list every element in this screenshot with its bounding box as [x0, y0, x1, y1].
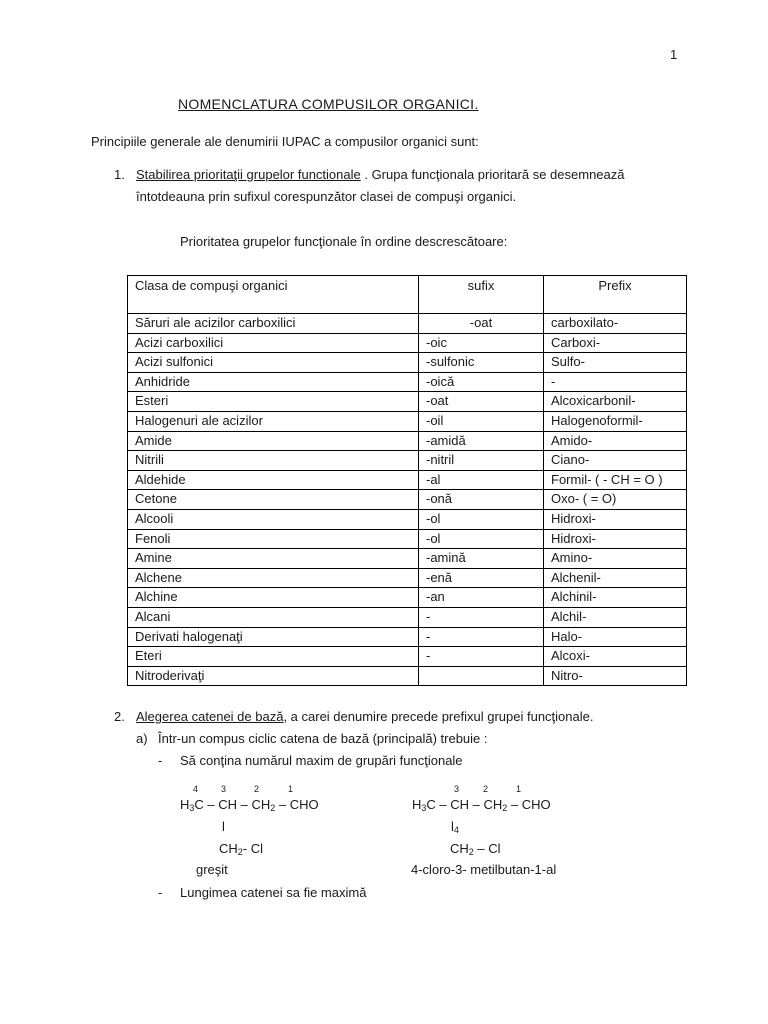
right-formula-branch: $CH_2$ – Cl	[450, 841, 501, 857]
priority-table	[127, 275, 687, 686]
cell-prefix: Nitro-	[544, 666, 687, 686]
cell-prefix: Alcoxi-	[544, 647, 687, 667]
left-formula-branch: $CH_2-$ Cl	[219, 841, 264, 857]
table-row	[128, 333, 687, 353]
cell-prefix: Oxo- ( = O)	[544, 490, 687, 510]
header-class: Clasa de compuşi organici	[128, 276, 419, 314]
cell-class: Eteri	[128, 647, 419, 667]
cell-prefix: Alchenil-	[544, 568, 687, 588]
cell-prefix: Hidroxi-	[544, 509, 687, 529]
table-row	[128, 431, 687, 451]
left-locant-1: 1	[288, 784, 294, 794]
cell-suffix: -amină	[419, 549, 544, 569]
page-number: 1	[670, 47, 678, 62]
cell-suffix: -ol	[419, 529, 544, 549]
item-1-heading: Stabilirea prioritaţii grupelor functionale	[136, 167, 361, 182]
cell-prefix: Hidroxi-	[544, 529, 687, 549]
cell-suffix: -	[419, 647, 544, 667]
cell-class: Amide	[128, 431, 419, 451]
cell-class: Anhidride	[128, 372, 419, 392]
cell-suffix: -enă	[419, 568, 544, 588]
bullet-2-text: Lungimea catenei sa fie maximă	[180, 885, 367, 900]
table-row	[128, 607, 687, 627]
cell-class: Nitrili	[128, 451, 419, 471]
cell-suffix: -	[419, 607, 544, 627]
left-locant-4: 4	[193, 784, 199, 794]
bullet-mark-1: -	[158, 753, 163, 768]
cell-class: Nitroderivaţi	[128, 666, 419, 686]
table-row	[128, 588, 687, 608]
cell-suffix: -sulfonic	[419, 353, 544, 373]
cell-class: Aldehide	[128, 470, 419, 490]
cell-prefix: -	[544, 372, 687, 392]
item-2-rest: , a carei denumire precede prefixul grupei funcţionale.	[283, 709, 594, 724]
cell-suffix: -oic	[419, 333, 544, 353]
cell-class: Săruri ale acizilor carboxilici	[128, 314, 419, 334]
table-row	[128, 529, 687, 549]
cell-prefix: Amido-	[544, 431, 687, 451]
cell-prefix: Amino-	[544, 549, 687, 569]
bullet-mark-2: -	[158, 885, 163, 900]
cell-prefix: Ciano-	[544, 451, 687, 471]
table-row	[128, 411, 687, 431]
cell-suffix: -oat	[419, 392, 544, 412]
cell-prefix: carboxilato-	[544, 314, 687, 334]
cell-class: Amine	[128, 549, 419, 569]
table-row	[128, 568, 687, 588]
table-caption: Prioritatea grupelor funcţionale în ordine descrescătoare:	[180, 234, 508, 249]
table-row	[128, 509, 687, 529]
cell-suffix: -oat	[419, 314, 544, 334]
left-formula-caption: greşit	[196, 862, 228, 877]
cell-class: Acizi sulfonici	[128, 353, 419, 373]
cell-suffix: -	[419, 627, 544, 647]
item-2a-label: a)	[136, 731, 148, 746]
table-row	[128, 666, 687, 686]
table-row	[128, 353, 687, 373]
cell-suffix: -nitril	[419, 451, 544, 471]
right-formula-bond: $l_4$	[451, 819, 459, 835]
item-2-line	[136, 709, 593, 725]
cell-prefix: Formil- ( - CH = O )	[544, 470, 687, 490]
table-row	[128, 647, 687, 667]
item-1-rest: . Grupa funcţionala prioritară se desemnează	[360, 167, 625, 182]
right-locant-2: 2	[483, 784, 489, 794]
item-1-line1	[136, 167, 625, 183]
right-formula-main: $H_3C$ – CH – $CH_2$ – CHO	[412, 797, 551, 813]
table-header-row	[128, 276, 687, 314]
table-row	[128, 490, 687, 510]
header-prefix: Prefix	[544, 276, 687, 314]
cell-class: Esteri	[128, 392, 419, 412]
cell-class: Halogenuri ale acizilor	[128, 411, 419, 431]
cell-suffix: -onă	[419, 490, 544, 510]
cell-class: Alcani	[128, 607, 419, 627]
item-1-line2: întotdeauna prin sufixul corespunzător clasei de compuşi organici.	[136, 189, 517, 204]
header-suffix: sufix	[419, 276, 544, 314]
table-row	[128, 392, 687, 412]
right-locant-3: 3	[454, 784, 460, 794]
cell-suffix: -amidă	[419, 431, 544, 451]
cell-suffix: -oică	[419, 372, 544, 392]
cell-suffix: -an	[419, 588, 544, 608]
cell-suffix	[419, 666, 544, 686]
table-row	[128, 372, 687, 392]
cell-prefix: Halogenoformil-	[544, 411, 687, 431]
cell-class: Acizi carboxilici	[128, 333, 419, 353]
page-title: NOMENCLATURA COMPUSILOR ORGANICI.	[178, 96, 479, 112]
table-row	[128, 549, 687, 569]
left-formula-bond: l	[222, 819, 225, 834]
left-locant-3: 3	[221, 784, 227, 794]
table-row	[128, 314, 687, 334]
cell-class: Alcooli	[128, 509, 419, 529]
cell-prefix: Alchil-	[544, 607, 687, 627]
intro-text: Principiile generale ale denumirii IUPAC a compusilor organici sunt:	[91, 134, 479, 149]
cell-class: Fenoli	[128, 529, 419, 549]
cell-suffix: -oil	[419, 411, 544, 431]
table-row	[128, 627, 687, 647]
cell-suffix: -al	[419, 470, 544, 490]
cell-class: Alchine	[128, 588, 419, 608]
item-2a-text: Într-un compus ciclic catena de bază (principală) trebuie :	[158, 731, 488, 746]
cell-suffix: -ol	[419, 509, 544, 529]
item-2-heading: Alegerea catenei de bază	[136, 709, 284, 724]
right-locant-1: 1	[516, 784, 522, 794]
cell-class: Alchene	[128, 568, 419, 588]
cell-prefix: Alchinil-	[544, 588, 687, 608]
bullet-1-text: Să conţina numărul maxim de grupări funcţionale	[180, 753, 463, 768]
item-1-number: 1.	[114, 167, 125, 182]
left-locant-2: 2	[254, 784, 260, 794]
cell-prefix: Sulfo-	[544, 353, 687, 373]
table-row	[128, 451, 687, 471]
cell-class: Derivati halogenaţi	[128, 627, 419, 647]
cell-prefix: Halo-	[544, 627, 687, 647]
cell-class: Cetone	[128, 490, 419, 510]
cell-prefix: Alcoxicarbonil-	[544, 392, 687, 412]
left-formula-main: $H_3C$ – CH – $CH_2$ – CHO	[180, 797, 319, 813]
right-formula-caption: 4-cloro-3- metilbutan-1-al	[411, 862, 557, 877]
table-row	[128, 470, 687, 490]
cell-prefix: Carboxi-	[544, 333, 687, 353]
item-2-number: 2.	[114, 709, 125, 724]
